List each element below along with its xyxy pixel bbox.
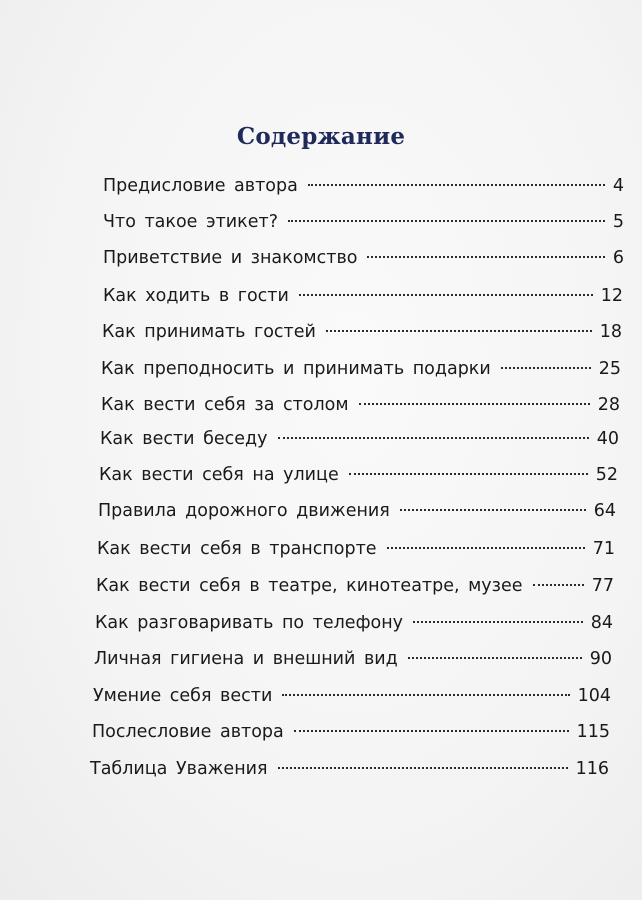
dot-leader — [367, 256, 604, 258]
toc-entry-page: 90 — [589, 649, 612, 669]
toc-entry-title: Правила дорожного движения — [98, 501, 390, 521]
toc-entry — [103, 212, 624, 238]
dot-leader — [400, 509, 586, 511]
toc-entry-page: 40 — [596, 429, 619, 449]
dot-leader — [308, 184, 605, 186]
toc-entry-page: 6 — [612, 248, 624, 268]
toc-entry-title: Таблица Уважения — [90, 759, 268, 779]
toc-entry — [97, 539, 615, 565]
toc-entry-title: Личная гигиена и внешний вид — [94, 649, 398, 669]
toc-entry — [100, 429, 619, 455]
toc-entry-page: 115 — [576, 722, 610, 742]
toc-entry — [103, 286, 623, 312]
toc-entry-page: 84 — [590, 613, 613, 633]
dot-leader — [294, 730, 569, 732]
toc-entry-page: 18 — [599, 322, 622, 342]
dot-leader — [533, 584, 584, 586]
toc-entry-page: 116 — [575, 759, 609, 779]
dot-leader — [359, 403, 590, 405]
toc-entry-title: Как вести себя в театре, кинотеатре, музее — [96, 576, 523, 596]
toc-entry-title: Как вести себя в транспорте — [97, 539, 377, 559]
dot-leader — [387, 547, 585, 549]
dot-leader — [299, 294, 593, 296]
toc-entry-page: 4 — [612, 176, 624, 196]
toc-entry — [102, 322, 622, 348]
toc-entry — [99, 465, 618, 491]
toc-entry-title: Умение себя вести — [93, 686, 273, 706]
toc-entry-page: 104 — [577, 686, 611, 706]
dot-leader — [501, 367, 591, 369]
toc-entry-page: 5 — [612, 212, 624, 232]
dot-leader — [288, 220, 605, 222]
dot-leader — [278, 437, 589, 439]
toc-entry — [95, 613, 613, 639]
toc-entry — [93, 686, 611, 712]
toc-entry-title: Послесловие автора — [92, 722, 284, 742]
toc-heading: Содержание — [236, 123, 406, 151]
toc-entry-title: Что такое этикет? — [103, 212, 278, 232]
dot-leader — [408, 657, 582, 659]
toc-entry-page: 52 — [595, 465, 618, 485]
toc-entry-title: Как вести беседу — [100, 429, 268, 449]
toc-entry-page: 28 — [597, 395, 620, 415]
toc-entry-title: Как разговаривать по телефону — [95, 613, 404, 633]
toc-entry — [103, 248, 624, 274]
toc-entry — [101, 395, 620, 421]
toc-entry-title: Как вести себя за столом — [101, 395, 349, 415]
toc-entry-title: Как принимать гостей — [102, 322, 316, 342]
toc-entry-title: Как ходить в гости — [103, 286, 289, 306]
toc-entry-title: Как вести себя на улице — [99, 465, 339, 485]
toc-entry-page: 77 — [591, 576, 614, 596]
toc-entry-page: 71 — [592, 539, 615, 559]
toc-entry — [94, 649, 612, 675]
dot-leader — [349, 473, 588, 475]
toc-entry — [96, 576, 614, 602]
dot-leader — [326, 330, 592, 332]
toc-entry-title: Как преподносить и принимать подарки — [101, 359, 491, 379]
toc-entry — [101, 359, 621, 385]
dot-leader — [282, 694, 569, 696]
toc-entry — [92, 722, 610, 748]
toc-entry-title: Предисловие автора — [103, 176, 298, 196]
dot-leader — [413, 621, 583, 623]
toc-entry-page: 12 — [600, 286, 623, 306]
toc-entry-page: 25 — [598, 359, 621, 379]
toc-entry-title: Приветствие и знакомство — [103, 248, 358, 268]
toc-entry-page: 64 — [593, 501, 616, 521]
toc-entry — [90, 759, 609, 785]
dot-leader — [278, 767, 568, 769]
toc-entry — [98, 501, 616, 527]
toc-entry — [103, 176, 624, 202]
